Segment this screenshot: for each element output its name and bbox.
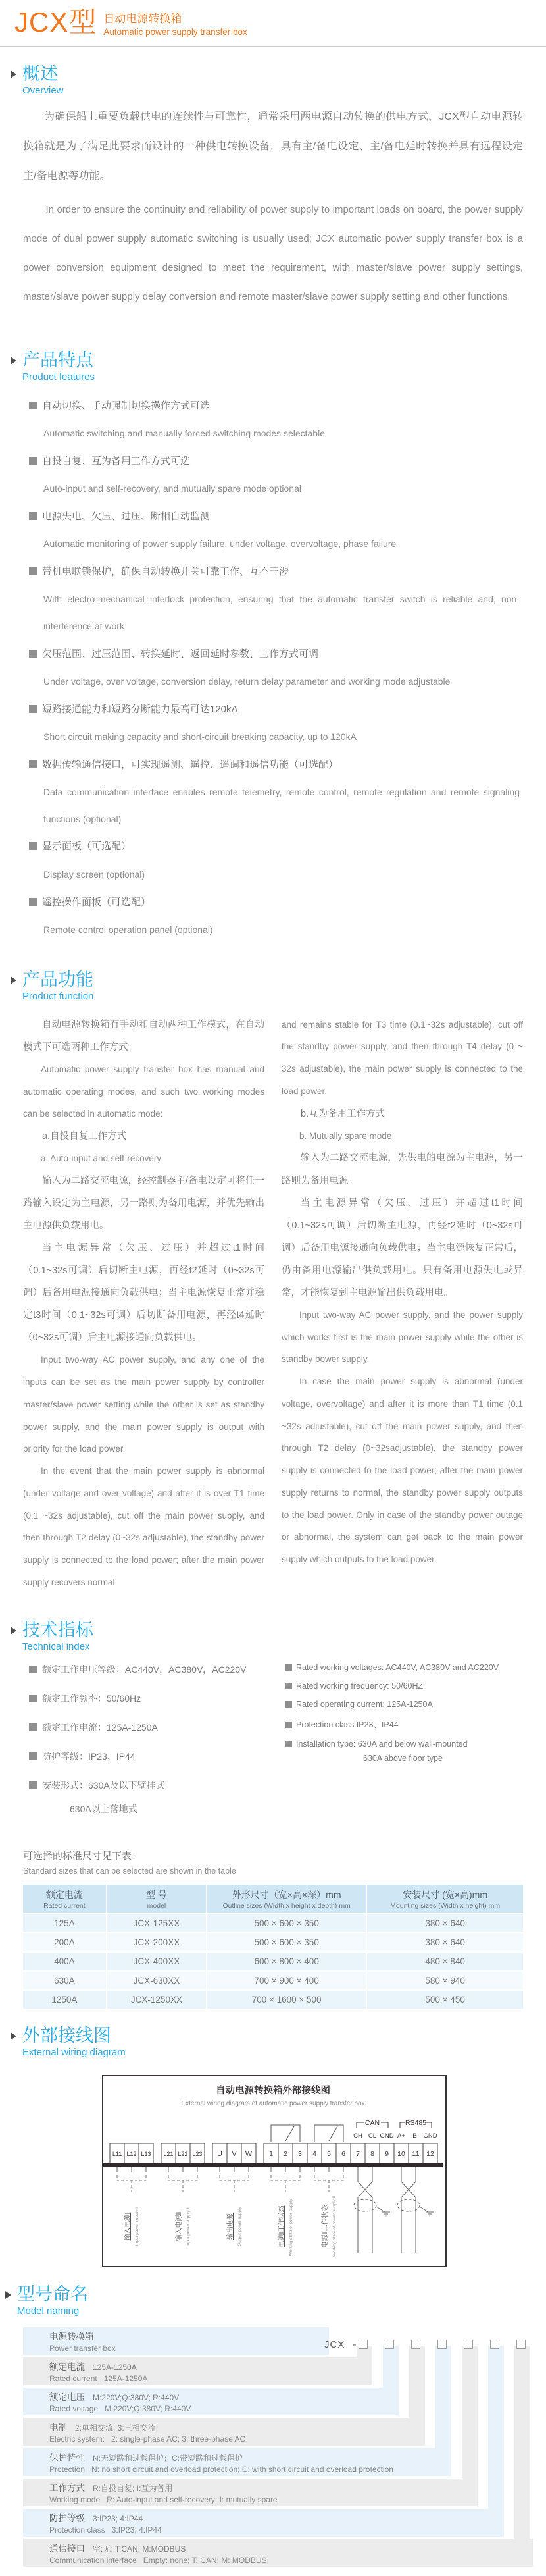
section-arrow-icon [11,2032,16,2040]
feature-item: 电源失电、欠压、过压、断相自动监测 Automatic monitoring of power supply failure, under voltage, overvoltage, phase failure [29,502,520,558]
feature-item: 显示面板（可选配） Display screen (optional) [29,832,520,887]
standard-sizes-table [23,1885,523,2009]
can-pin-gnd: GND [380,2132,394,2140]
svg-text:L13: L13 [141,2150,151,2157]
product-title-cn: 自动电源转换箱 [103,13,182,25]
model-column-strip [409,2346,425,2418]
svg-text:V: V [232,2149,237,2158]
svg-text:电源Ⅱ工作状态: 电源Ⅱ工作状态 [322,2205,329,2248]
svg-text:11: 11 [412,2149,420,2158]
bullet-square-icon [29,1723,37,1731]
svg-text:L23: L23 [192,2150,203,2157]
feature-item: 遥控操作面板（可选配） Remote control operation panel (optional) [29,888,520,943]
bullet-square-icon [29,567,37,575]
bullet-square-icon [285,1664,292,1671]
svg-text:输入电源Ⅱ: 输入电源Ⅱ [176,2211,183,2242]
group-labels [123,2195,337,2257]
svg-text:Output power supply: Output power supply [237,2206,242,2246]
svg-text:1: 1 [269,2149,273,2158]
model-column-strip [488,2346,504,2509]
svg-text:5: 5 [327,2149,331,2158]
bullet-square-icon [29,705,37,713]
model-code-box [490,2340,499,2349]
can-pin-cl: CL [368,2132,377,2140]
section-title-cn: 产品特点 [22,350,93,370]
tech-spec-right: Rated working voltages: AC440V, AC380V and AC220V Rated working frequency: 50/60HZ Rated operating current: 125A-1250A Protection class:IP23、IP44 Installation type: 630A and below wall-mounted 630A above floor type [285,1663,523,1831]
section-title-cn: 外部接线图 [22,2025,111,2045]
bullet-square-icon [29,1752,37,1760]
table-row: 1250A JCX-1250XX 700 × 1600 × 500 500 × 450 [23,1989,523,2009]
switch-symbol-1 [271,2125,300,2142]
wiring-diagram-box [102,2075,447,2267]
model-code-box [411,2340,420,2349]
bullet-square-icon [285,1683,292,1689]
model-naming-row: 电源转换箱 Power transfer box [23,2327,329,2355]
overview-text [23,103,523,311]
svg-text:Input power supply I: Input power supply I [135,2207,139,2246]
svg-text:9: 9 [385,2149,389,2158]
function-left-column: 自动电源转换箱有手动和自动两种工作模式，在自动模式下可选两种工作方式： Automatic power supply transfer box has manual and automatic operating modes, and such two working modes can be selected in automatic mode: a.自投自复工作方式 a. Auto-input and self-recovery 输入为二路交流电源，经控制器主/备电设定可将任一路输入设定为主电源，另一路则为备用电源，并优先输出主电源供负载用电。 当主电源异常（欠压、过压）并超过t1时间（0.1~32s可调）后切断主电源，再经t2延时（0~32s可调）后备用电源接通向负载供电；当主电源恢复正常并稳定t3时间（0.1~32s可调）后切断备用电源，再经t4延时（0~32s可调）后主电源接通向负载供电。 Input two-way AC power supply, and any one of the inputs can be set as the main power supply by controller master/slave power setting while the other is set as standby power supply, and the main power supply is output with priority for the load power. In the event that the main power supply is abnormal (under voltage and over voltage) and after it is over T1 time (0.1 ~32s adjustable), cut off the main power supply, and then through T2 delay (0~32s adjustable), the standby power supply is connected to the load power; after the main power supply recovers normal [23,1019,264,1587]
section-arrow-icon [11,357,16,365]
group-brackets [117,2175,343,2192]
table-row: 200A JCX-200XX 500 × 600 × 350 380 × 640 [23,1932,523,1951]
bullet-square-icon [29,402,37,409]
bullet-square-icon [29,898,37,906]
product-title-en: Automatic power supply transfer box [103,27,247,37]
rs485-pin-a: A+ [397,2132,405,2140]
section-model-naming-heading [5,2284,546,2317]
section-arrow-icon [11,70,16,78]
model-separator: - [353,2338,357,2350]
can-label: CAN [364,2118,380,2127]
bullet-square-icon [29,1666,37,1673]
section-title-en: External wiring diagram [22,2046,126,2058]
model-code-row [324,2339,526,2350]
bullet-square-icon [29,650,37,658]
svg-text:L22: L22 [178,2150,188,2157]
model-code-box [516,2340,526,2349]
svg-text:Working state of power supply: Working state of power supply I [289,2196,293,2256]
model-prefix: JCX [324,2338,345,2350]
section-title-cn: 概述 [22,64,58,84]
overview-paragraph-cn: 为确保船上重要负载供电的连续性与可靠性，通常采用两电源自动转换的供电方式，JCX型自动电源转换箱就是为了满足此要求而设计的一种供电转换设备，具有主/备电设定、主/备电延时转换并具有远程设定主/备电源等功能。 [23,111,523,182]
svg-text:输出电源: 输出电源 [227,2213,234,2240]
feature-item: 数据传输通信接口，可实现遥测、遥控、遥调和遥信功能（可选配） Data communication interface enables remote telemetry, remote control, remote regulation and remote signaling functions (optional) [29,750,520,833]
overview-paragraph-en: In order to ensure the continuity and reliability of power supply to important loads on board, the power supply mode of dual power supply automatic switching is usually used; JCX automatic power supply transfer box is a power conversion equipment designed to meet the requirement, with master/slave power supply settings, master/slave power supply delay conversion and remote master/slave power supply setting and other functions. [23,203,523,303]
section-function-heading [11,970,546,1002]
feature-item: 自动切换、手动强制切换操作方式可选 Automatic switching and manually forced switching modes selectable [29,392,520,447]
svg-text:L11: L11 [112,2150,122,2157]
svg-text:Input power supply II: Input power supply II [186,2206,191,2246]
rs485-pin-b: B- [412,2132,419,2140]
model-column-strip [435,2346,451,2448]
section-title-cn: 技术指标 [22,1619,93,1640]
switch-symbol-2 [314,2125,343,2142]
function-right-column: and remains stable for T3 time (0.1~32s adjustable), cut off the standby power supply, and then through T4 delay (0 ~ 32s adjustable), the main power supply is connected to the load power. b.互为备用工作方式 b. Mutually spare mode 输入为二路交流电源，先供电的电源为主电源，另一路则为备用电源。 当主电源异常（欠压、过压）并超过t1时间（0.1~32s可调）后切断主电源，再经t2延时（0~32s可调）后备用电源接通向负载供电；当主电源恢复正常后，仍由备用电源输出供负载用电。只有备用电源失电或异常，才能恢复到主电源输出供负载用电。 Input two-way AC power supply, and the power supply which works first is the main power supply while the other is standby power supply. In case the main power supply is abnormal (under voltage, overvoltage) and after it is more than T1 time (0.1 ~32s adjustable), cut off the main power supply, and then through T2 delay (0~32sadjustable), the standby power supply is connected to the load power; after the main power supply returns to normal, the standby power supply outputs to the load power. Only in case of the standby power outage or abnormal, the system can get back to the main power supply which outputs to the load power. [282,1019,523,1565]
svg-text:L21: L21 [163,2150,174,2157]
terminal-ticks [117,2167,343,2172]
tech-spec-left: 额定工作电压等级：AC440V，AC380V，AC220V 额定工作频率：50/60Hz 额定工作电流：125A-1250A 防护等级：IP23、IP44 安装形式：630A及以下壁挂式 630A以上落地式 [29,1663,285,1831]
section-arrow-icon [11,1627,16,1635]
twisted-pair-rs485 [397,2167,434,2253]
section-arrow-icon [5,2291,11,2299]
table-row: 630A JCX-630XX 700 × 900 × 400 580 × 940 [23,1970,523,1989]
bullet-square-icon [285,1701,292,1708]
model-naming-row: 通信接口 空:无; T:CAN; M:MODBUS Communication interface Empty: none; T: CAN; M: MODBUS [23,2539,533,2567]
svg-text:L12: L12 [126,2150,137,2157]
feature-item: 自投自复、互为备用工作方式可选 Auto-input and self-recovery, and mutually spare mode optional [29,447,520,502]
page-header [0,8,546,37]
svg-text:6: 6 [341,2149,345,2158]
section-title-en: Product function [22,990,94,1002]
model-naming-row: 工作方式 R:自投自复; I:互为备用 Working mode R: Auto-input and self-recovery; I: mutually spare [23,2479,478,2506]
twisted-pair-can [354,2167,390,2253]
busbar [103,2163,443,2167]
rs485-pin-gnd: GND [423,2132,437,2140]
model-column-strip [462,2346,478,2479]
feature-item: 短路接通能力和短路分断能力最高可达120kA Short circuit making capacity and short-circuit breaking capacity, up to 120kA [29,695,520,750]
wiring-diagram-svg [103,2076,443,2266]
model-code-box [464,2340,473,2349]
svg-text:2: 2 [284,2149,287,2158]
svg-text:10: 10 [397,2149,405,2158]
section-arrow-icon [11,976,16,984]
svg-text:U: U [217,2149,222,2158]
bullet-square-icon [29,457,37,465]
section-title-cn: 型号命名 [17,2284,88,2304]
svg-text:3: 3 [298,2149,302,2158]
model-code-box [437,2340,447,2349]
section-tech-heading [11,1620,546,1652]
svg-text:7: 7 [356,2149,360,2158]
section-wiring-heading [11,2026,546,2058]
section-overview-heading [11,64,546,96]
bullet-square-icon [29,842,37,850]
table-row: 125A JCX-125XX 500 × 600 × 350 380 × 640 [23,1913,523,1932]
feature-item: 带机电联锁保护，确保自动转换开关可靠工作、互不干涉 With electro-mechanical interlock protection, ensuring that the automatic transfer switch is reliable and, non-interference at work [29,558,520,640]
bullet-square-icon [29,760,37,768]
svg-text:电源Ⅰ工作状态: 电源Ⅰ工作状态 [278,2205,285,2247]
section-features-heading [11,350,546,382]
section-title-en: Overview [22,85,64,97]
model-naming-row: 额定电流 125A-1250A Rated current 125A-1250A [23,2357,372,2385]
size-table-note: 可选择的标准尺寸见下表： Standard sizes that can be selected are shown in the table [23,1850,236,1876]
svg-text:12: 12 [426,2149,434,2158]
section-title-cn: 产品功能 [22,969,93,989]
bullet-square-icon [29,512,37,520]
product-model-title: JCX型 [14,7,97,38]
svg-text:W: W [245,2149,252,2158]
svg-text:输入电源Ⅰ: 输入电源Ⅰ [124,2212,132,2241]
diagram-title-cn: 自动电源转换箱外部接线图 [216,2085,330,2096]
bullet-square-icon [285,1741,292,1747]
bullet-square-icon [29,1695,37,1702]
model-column-strip [514,2346,530,2539]
function-columns [23,1014,523,1594]
section-title-en: Technical index [22,1641,90,1652]
svg-text:Working state of power supply: Working state of power supply II [332,2195,337,2257]
rs485-label: RS485 [405,2118,427,2127]
model-code-box [359,2340,368,2349]
features-list [29,392,520,943]
table-row: 400A JCX-400XX 600 × 800 × 400 480 × 840 [23,1951,523,1970]
bullet-square-icon [29,1781,37,1789]
section-title-en: Product features [22,371,95,382]
model-code-box [385,2340,394,2349]
diagram-title-en: External wiring diagram of automatic power supply transfer box [181,2099,365,2107]
model-naming-row: 防护等级 3:IP23; 4:IP44 Protection class 3:IP23; 4:IP44 [23,2509,504,2537]
tech-spec-columns [29,1663,523,1831]
feature-item: 欠压范围、过压范围、转换延时、返回延时参数、工作方式可调 Under voltage, over voltage, conversion delay, return delay parameter and working mode adjustable [29,640,520,695]
can-pin-ch: CH [353,2132,362,2140]
model-naming-row: 额定电压 M:220V;Q:380V; R:440V Rated voltage M:220V;Q:380V; R:440V [23,2388,399,2415]
model-naming-row: 电制 2:单相交流; 3:三相交流 Electric system: 2: single-phase AC; 3: three-phase AC [23,2418,425,2446]
model-column-strip [383,2346,399,2388]
svg-text:8: 8 [370,2149,374,2158]
section-title-en: Model naming [17,2305,80,2317]
svg-text:4: 4 [312,2149,316,2158]
model-naming-diagram [23,2327,534,2576]
bullet-square-icon [285,1722,292,1728]
model-naming-row: 保护特性 N:无短路和过载保护；C:带短路和过载保护 Protection N: no short circuit and overload protection; C: with short circuit and overload protection [23,2448,451,2476]
table-header-row: 额定电流 Rated current 型 号 model 外形尺寸（宽×高×深）mm Outline sizes (Width x height x depth) mm 安装尺寸 (宽×高)mm Mounting sizes (Width x height) mm [23,1885,523,1913]
